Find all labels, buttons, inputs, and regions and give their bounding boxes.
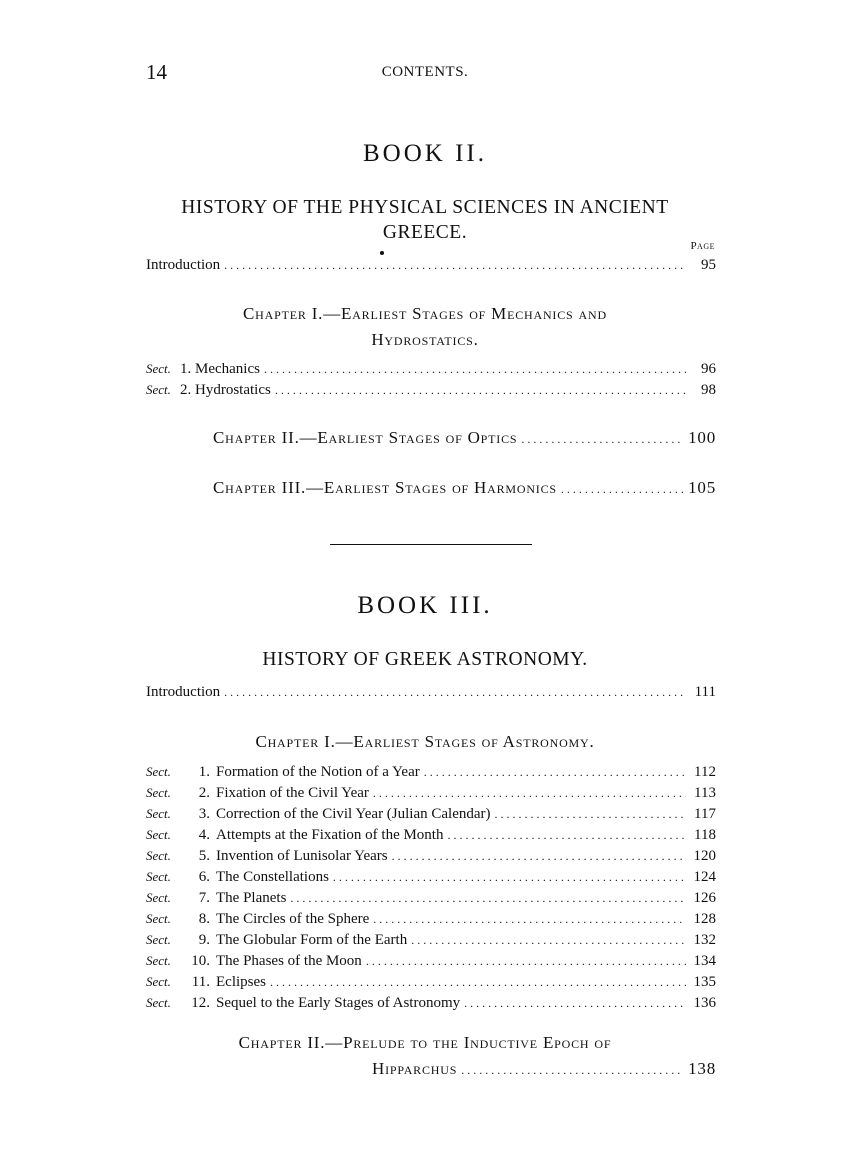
dot-leader (264, 361, 686, 378)
entry-page: 135 (693, 974, 716, 990)
entry-title: Chapter II.—Earliest Stages of Optics (213, 428, 518, 447)
entry-title: Hydrostatics (195, 382, 271, 398)
toc-entry-introduction[interactable] (146, 257, 716, 274)
entry-title: The Globular Form of the Earth (216, 932, 408, 948)
dot-leader (224, 684, 686, 701)
entry-page: 124 (693, 869, 716, 885)
entry-title: The Phases of the Moon (216, 953, 362, 969)
dot-leader (392, 848, 686, 865)
book-2-title: BOOK II. (363, 140, 487, 167)
entry-title: Correction of the Civil Year (Julian Calendar) (216, 806, 491, 822)
entry-page: 96 (701, 361, 716, 377)
toc-entry-section[interactable] (146, 848, 716, 869)
running-title: CONTENTS. (381, 64, 469, 80)
entry-title: Fixation of the Civil Year (216, 785, 369, 801)
section-number: 1. (198, 764, 210, 780)
entry-page: 105 (688, 478, 716, 497)
section-number: 11. (191, 974, 210, 990)
chapter-heading-line-1: Chapter II.—Prelude to the Inductive Epoch of (238, 1033, 612, 1052)
entry-title: The Constellations (216, 869, 329, 885)
entry-page: 117 (694, 806, 716, 822)
section-label: Sect. (146, 827, 171, 842)
section-label: Sect. (146, 890, 171, 905)
page-column-header: Page (690, 240, 715, 252)
section-label: Sect. (146, 361, 171, 376)
toc-entry-section[interactable] (146, 382, 716, 403)
entry-title: Chapter III.—Earliest Stages of Harmonics (213, 478, 557, 497)
entry-page: 138 (688, 1059, 716, 1078)
entry-page: 126 (693, 890, 716, 906)
dot-leader (495, 806, 686, 823)
page-number: 14 (146, 60, 167, 84)
book-3-title: BOOK III. (357, 592, 493, 619)
section-label: Sect. (146, 806, 171, 821)
section-label: Sect. (146, 869, 171, 884)
dot-leader (373, 785, 686, 802)
entry-title: Introduction (146, 257, 221, 273)
toc-entry-section[interactable] (146, 869, 716, 890)
chapter-heading-line-1: Chapter I.—Earliest Stages of Mechanics and (243, 304, 607, 323)
entry-page: 118 (694, 827, 716, 843)
entry-title: Mechanics (195, 361, 260, 377)
dot-leader (224, 257, 686, 274)
dot-leader (447, 827, 686, 844)
book-2-subtitle-line-2: GREECE. (382, 222, 468, 243)
section-label: Sect. (146, 911, 171, 926)
entry-title: The Circles of the Sphere (216, 911, 370, 927)
ink-dot (380, 251, 384, 255)
toc-entry-section[interactable] (146, 806, 716, 827)
section-label: Sect. (146, 932, 171, 947)
section-number: 2. (198, 785, 210, 801)
book-2-subtitle-line-1: HISTORY OF THE PHYSICAL SCIENCES IN ANCIENT (181, 197, 669, 218)
entry-title: Formation of the Notion of a Year (216, 764, 420, 780)
dot-leader (373, 911, 686, 928)
toc-entry-chapter-2[interactable] (372, 1059, 716, 1079)
entry-title: Sequel to the Early Stages of Astronomy (216, 995, 461, 1011)
section-number: 12. (191, 995, 210, 1011)
dot-leader (521, 428, 684, 448)
section-label: Sect. (146, 764, 171, 779)
entry-page: 132 (693, 932, 716, 948)
section-label: Sect. (146, 382, 171, 397)
toc-entry-section[interactable] (146, 361, 716, 382)
toc-entry-section[interactable] (146, 953, 716, 974)
section-number: 10. (191, 953, 210, 969)
toc-entry-chapter-3[interactable] (213, 478, 716, 498)
entry-page: 128 (693, 911, 716, 927)
entry-page: 120 (693, 848, 716, 864)
entry-title: Hipparchus (372, 1059, 458, 1078)
section-number: 3. (198, 806, 210, 822)
section-number: 4. (198, 827, 210, 843)
dot-leader (275, 382, 686, 399)
entry-page: 113 (694, 785, 716, 801)
section-label: Sect. (146, 974, 171, 989)
toc-entry-section[interactable] (146, 995, 716, 1016)
toc-entry-section[interactable] (146, 974, 716, 995)
entry-title: Invention of Lunisolar Years (216, 848, 388, 864)
section-number: 2. (180, 382, 192, 398)
section-label: Sect. (146, 953, 171, 968)
dot-leader (290, 890, 686, 907)
entry-page: 112 (694, 764, 716, 780)
section-divider (330, 544, 532, 545)
entry-title: Attempts at the Fixation of the Month (216, 827, 444, 843)
section-label: Sect. (146, 995, 171, 1010)
toc-entry-section[interactable] (146, 827, 716, 848)
entry-page: 98 (701, 382, 716, 398)
toc-entry-section[interactable] (146, 785, 716, 806)
section-number: 5. (198, 848, 210, 864)
toc-entry-section[interactable] (146, 932, 716, 953)
toc-entry-section[interactable] (146, 764, 716, 785)
dot-leader (333, 869, 686, 886)
chapter-heading: Chapter I.—Earliest Stages of Astronomy. (255, 732, 595, 751)
chapter-heading-line-2: Hydrostatics. (371, 330, 479, 349)
dot-leader (464, 995, 686, 1012)
dot-leader (424, 764, 686, 781)
entry-title: Eclipses (216, 974, 266, 990)
section-label: Sect. (146, 785, 171, 800)
section-number: 7. (198, 890, 210, 906)
section-list-book2-ch1 (146, 361, 716, 403)
toc-entry-introduction[interactable] (146, 684, 716, 701)
dot-leader (461, 1059, 684, 1079)
dot-leader (366, 953, 686, 970)
section-label: Sect. (146, 848, 171, 863)
section-number: 6. (198, 869, 210, 885)
entry-page: 136 (693, 995, 716, 1011)
dot-leader (411, 932, 686, 949)
section-list-book3-ch1 (146, 764, 716, 1016)
section-number: 8. (198, 911, 210, 927)
entry-page: 95 (701, 257, 716, 273)
entry-page: 111 (694, 684, 716, 700)
entry-title: Introduction (146, 684, 221, 700)
toc-entry-chapter-2[interactable] (213, 428, 716, 448)
entry-page: 134 (693, 953, 716, 969)
dot-leader (270, 974, 686, 991)
section-number: 1. (180, 361, 192, 377)
book-3-subtitle: HISTORY OF GREEK ASTRONOMY. (262, 649, 588, 670)
entry-title: The Planets (216, 890, 287, 906)
toc-entry-section[interactable] (146, 890, 716, 911)
toc-entry-section[interactable] (146, 911, 716, 932)
dot-leader (561, 478, 684, 498)
section-number: 9. (198, 932, 210, 948)
entry-page: 100 (688, 428, 716, 447)
